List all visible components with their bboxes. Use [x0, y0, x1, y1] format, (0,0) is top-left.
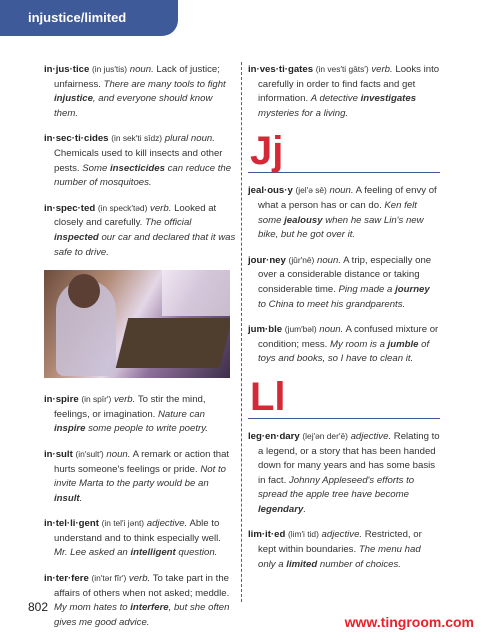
definition: Looks into carefully in order to find facts and get information. [258, 64, 440, 105]
example-sentence: A detective investigates mysteries for a living. [258, 93, 417, 119]
example-sentence: Not to invite Marta to the party would be an insult. [54, 463, 226, 504]
letter-section-l [248, 374, 440, 419]
definition: A trip, especially one over a considerable distance or taking considerable time. [258, 254, 432, 295]
headword: jum·ble [248, 324, 283, 336]
dictionary-entry-jealousy [248, 183, 440, 242]
headword: in·tel·li·gent [44, 518, 99, 530]
example-sentence: Nature can inspire some people to write poetry. [54, 408, 208, 435]
page-header-title: injustice/limited [28, 10, 127, 25]
pronunciation: (jûr′nē) [288, 254, 315, 265]
pronunciation: (lim′i tid) [287, 529, 319, 540]
part-of-speech: verb. [128, 573, 151, 585]
example-sentence: There are many tools to fight injustice, and everyone should know them. [54, 78, 226, 119]
column-divider [241, 62, 242, 602]
dictionary-entry-inspected [44, 201, 236, 260]
headword: in·spire [44, 394, 79, 406]
pronunciation: (in sek′ti sīdz) [111, 133, 163, 144]
headword: in·jus·tice [44, 64, 90, 75]
part-of-speech: noun. [106, 448, 131, 460]
example-sentence: My room is a jumble of toys and books, so I have to clean it. [258, 338, 430, 365]
definition: A remark or action that hurts someone's feelings or pride. [54, 448, 230, 475]
headword: in·spec·ted [44, 202, 96, 214]
dictionary-entry-inspire [44, 392, 236, 437]
photo-circuit-board [116, 318, 230, 368]
example-sentence: Ken felt some jealousy when he saw Lin's new bike, but he got over it. [258, 199, 424, 241]
pronunciation: (in spīr′) [81, 394, 112, 405]
part-of-speech: adjective. [321, 529, 363, 541]
definition: Restricted, or kept within boundaries. [258, 529, 422, 556]
part-of-speech: verb. [371, 64, 393, 75]
dictionary-entry-journey [248, 253, 440, 312]
part-of-speech: plural noun. [164, 133, 215, 145]
example-sentence: The menu had only a limited number of choices. [258, 544, 421, 570]
headword: in·ves·ti·gates [248, 64, 314, 75]
dictionary-entry-limited [248, 527, 440, 572]
header-tab [0, 0, 178, 36]
definition: A confused mixture or condition; mess. [258, 324, 439, 350]
technician-photo [44, 270, 230, 378]
example-sentence: Johnny Appleseed's efforts to spread the apple tree have become legendary. [258, 474, 415, 515]
definition: Looked at closely and carefully. [54, 202, 217, 229]
headword: in·ter·fere [44, 573, 89, 585]
part-of-speech: noun. [329, 185, 354, 197]
headword: leg·en·dary [248, 430, 300, 442]
photo-person-head [68, 274, 100, 308]
dictionary-entry-injustice [44, 62, 236, 121]
part-of-speech: noun. [319, 324, 344, 336]
definition: To take part in the affairs of others when not asked; meddle. [54, 573, 230, 599]
pronunciation: (jum′bəl) [284, 324, 317, 335]
example-sentence: Mr. Lee asked an intelligent question. [54, 547, 218, 559]
pronunciation: (in speck′təd) [97, 202, 148, 213]
dictionary-entry-investigates [248, 62, 440, 121]
part-of-speech: adjective. [350, 430, 392, 442]
letter-heading-l: Ll [250, 374, 286, 419]
pronunciation: (lej′ən der′ē) [302, 430, 348, 441]
part-of-speech: verb. [113, 394, 136, 406]
definition: Able to understand and to think especially well. [54, 518, 221, 544]
part-of-speech: noun. [129, 64, 154, 75]
pronunciation: (in tel′i jənt) [101, 518, 145, 529]
letter-heading-j: Jj [250, 129, 284, 174]
pronunciation: (in ves′ti gāts′) [315, 64, 369, 74]
example-sentence: Ping made a journey to China to meet his grandparents. [258, 283, 430, 310]
headword: jeal·ous·y [248, 185, 293, 197]
pronunciation: (in jus′tis) [91, 64, 128, 74]
part-of-speech: verb. [150, 202, 172, 214]
definition: Lack of justice; unfairness. [54, 64, 220, 90]
pronunciation: (in′sult′) [75, 448, 104, 459]
dictionary-entry-interfere [44, 571, 236, 630]
page-number: 802 [28, 600, 49, 614]
site-watermark[interactable]: www.tingroom.com [344, 614, 474, 630]
part-of-speech: noun. [316, 254, 341, 266]
pronunciation: (jel′ə sē) [295, 185, 327, 196]
definition: A feeling of envy of what a person has or can do. [258, 185, 437, 211]
dictionary-entry-insult [44, 447, 236, 506]
left-column [44, 62, 236, 640]
headword: in·sult [44, 448, 73, 460]
dictionary-entry-jumble [248, 322, 440, 367]
photo-light-area [162, 270, 230, 316]
headword: lim·it·ed [248, 529, 286, 541]
dictionary-entry-insecticides [44, 131, 236, 190]
example-sentence: My mom hates to interfere, but she often gives me good advice. [54, 602, 230, 628]
definition: To stir the mind, feelings, or imagination. [54, 394, 206, 420]
example-sentence: Some insecticides can reduce the number of mosquitoes. [54, 162, 232, 189]
part-of-speech: adjective. [146, 518, 188, 530]
dictionary-entry-legendary [248, 429, 440, 518]
pronunciation: (in′tər fîr′) [91, 573, 127, 584]
definition: Relating to a legend, or a story that has been handed down for many years and has some basis in fact. [258, 430, 440, 486]
letter-section-j [248, 131, 440, 173]
headword: in·sec·ti·cides [44, 133, 109, 145]
definition: Chemicals used to kill insects and other pests. [54, 147, 223, 174]
right-column [248, 62, 440, 582]
headword: jour·ney [248, 254, 286, 266]
dictionary-entry-intelligent [44, 516, 236, 561]
example-sentence: The official inspected our car and declared that it was safe to drive. [54, 217, 236, 258]
